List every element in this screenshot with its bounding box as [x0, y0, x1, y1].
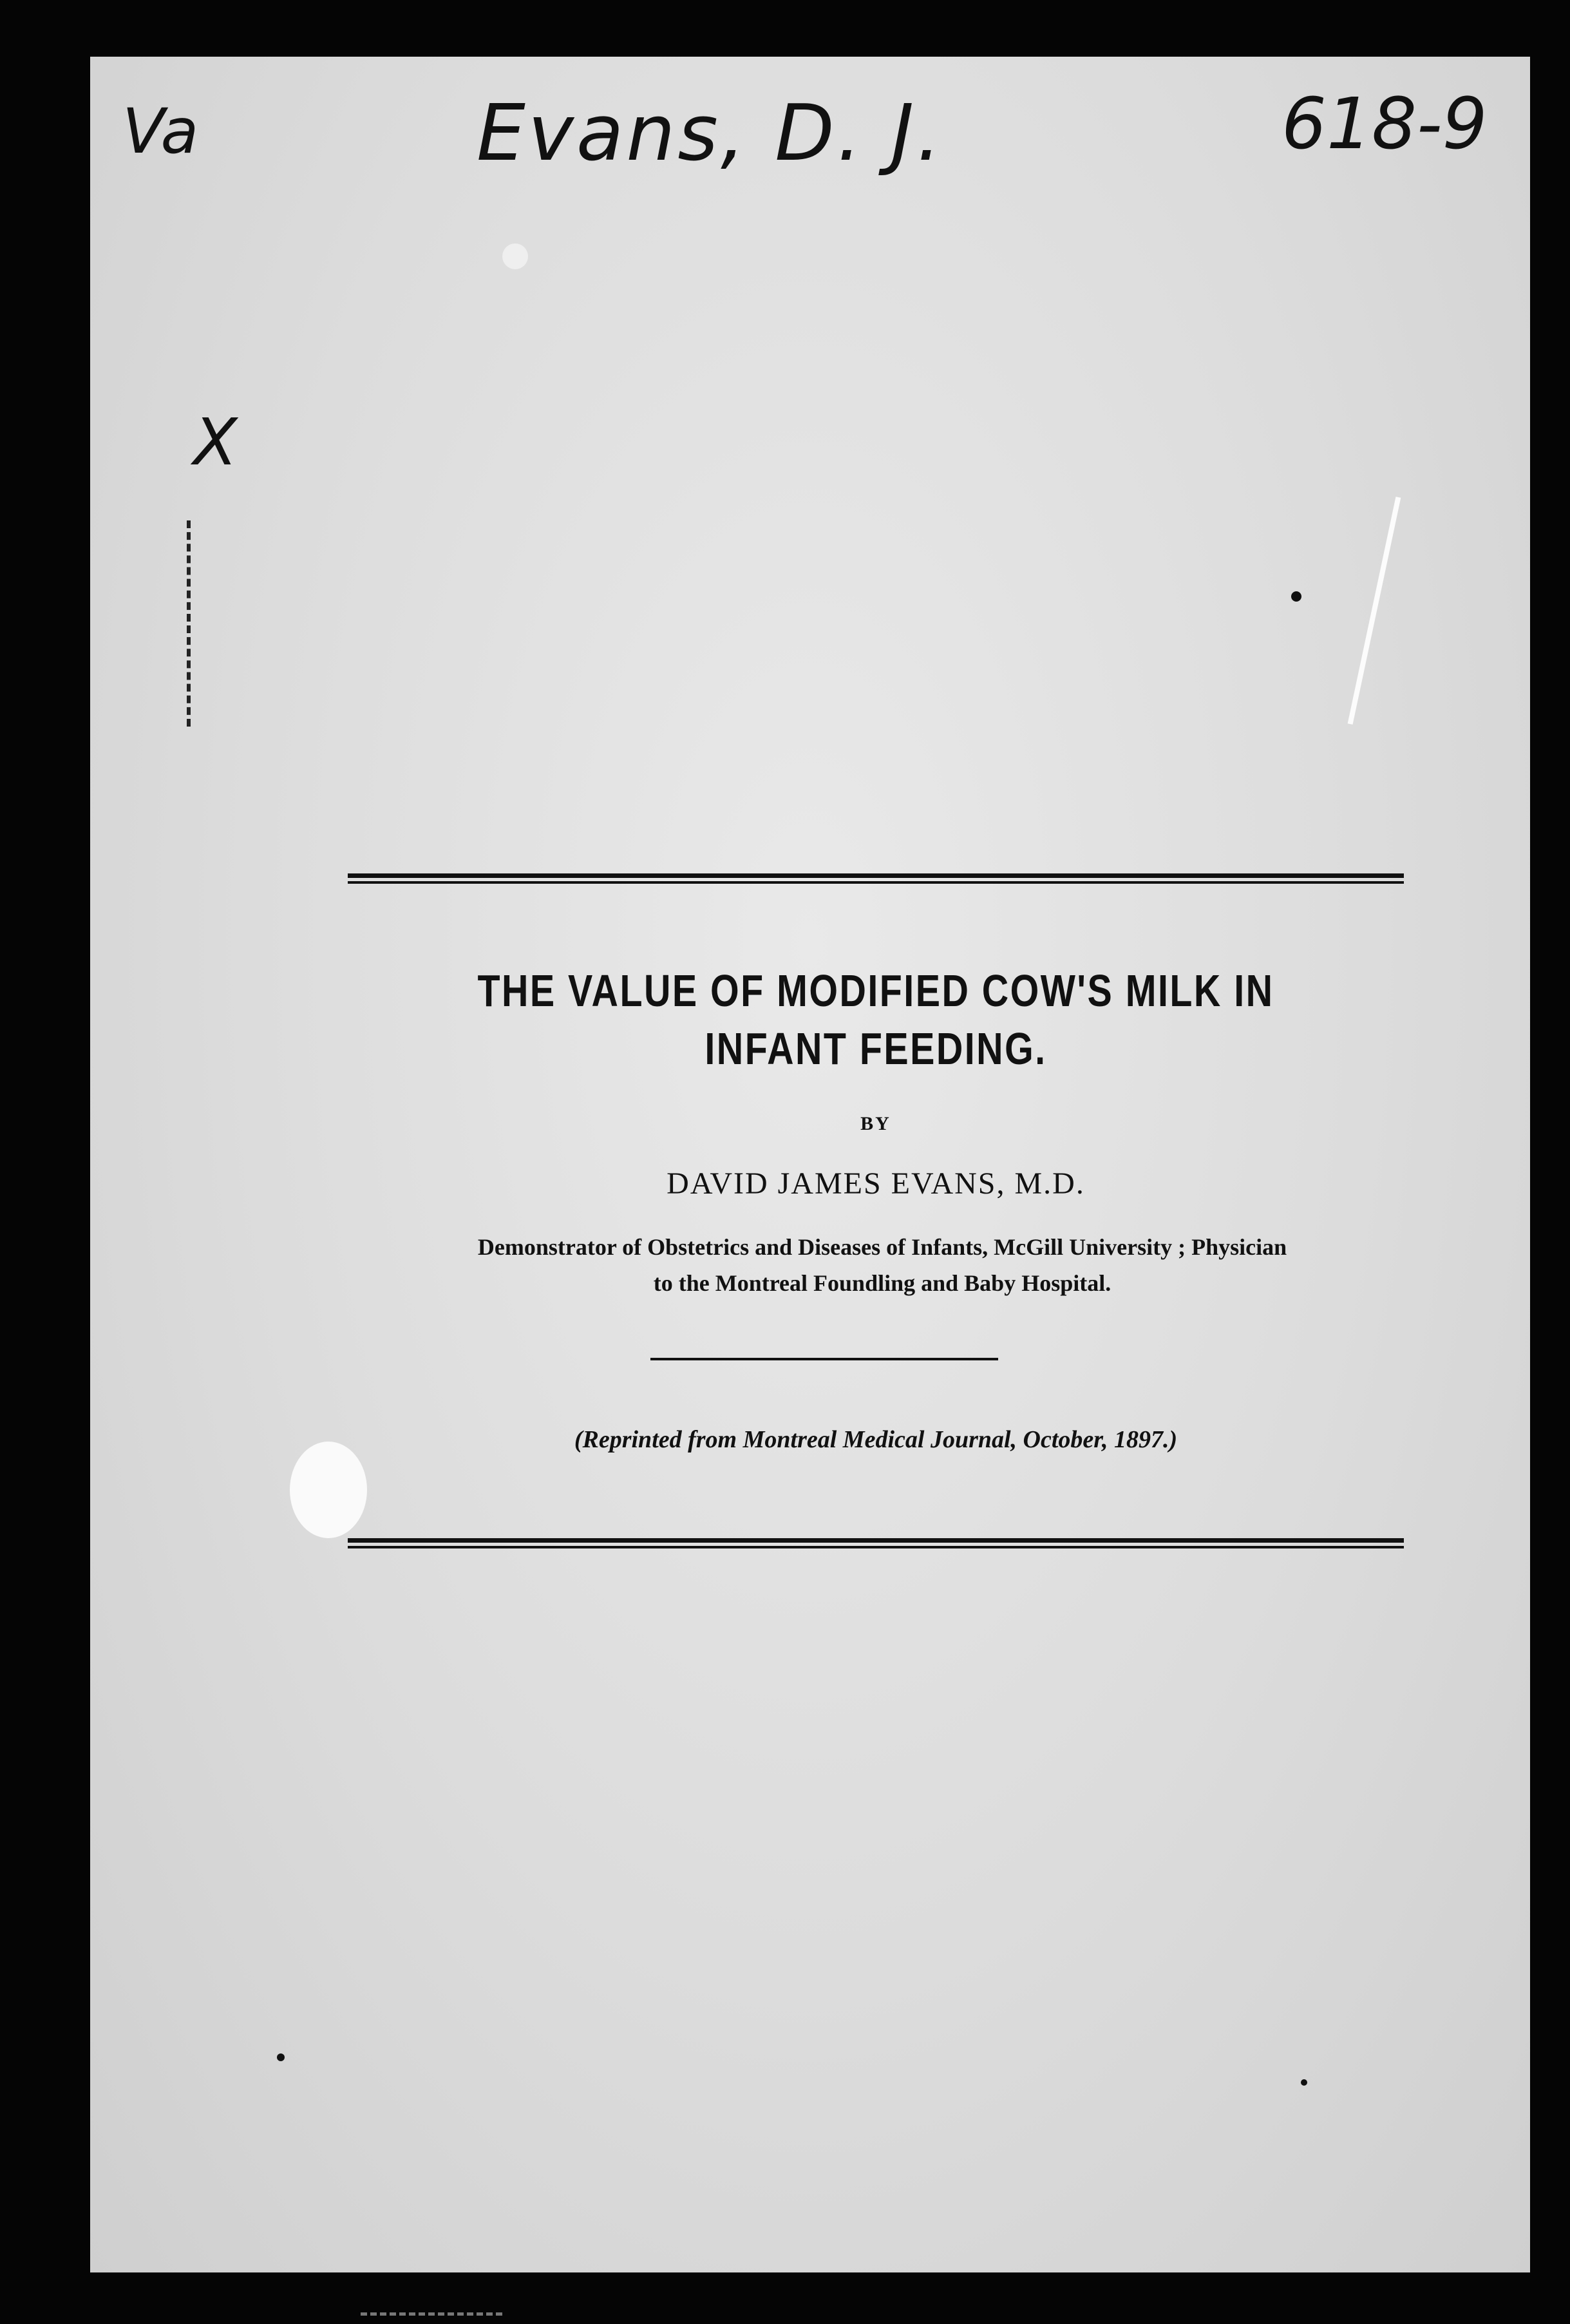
affiliation-line-1: Demonstrator of Obstetrics and Diseases of Infants, McGill University ; Physician — [477, 1234, 1287, 1260]
top-double-rule — [348, 873, 1404, 884]
handwritten-author-note: Evans, D. J. — [477, 89, 944, 178]
affiliation-line-2: to the Montreal Foundling and Baby Hospital. — [653, 1270, 1111, 1296]
title-line-1: THE VALUE OF MODIFIED COW'S MILK IN — [477, 966, 1274, 1016]
white-scratch-mark — [1348, 497, 1401, 725]
ink-dot — [277, 2053, 285, 2061]
margin-dash-mark — [187, 520, 196, 727]
ink-dot — [1301, 2079, 1307, 2086]
document-title — [390, 962, 1362, 1078]
scan-edge-mark — [361, 2312, 502, 2316]
paper-speck — [502, 243, 528, 269]
handwritten-note-left: Va — [122, 95, 199, 167]
ink-dot — [1291, 591, 1301, 602]
by-label: BY — [860, 1113, 891, 1134]
author-name: DAVID JAMES EVANS, M.D. — [667, 1167, 1085, 1201]
author-affiliation — [335, 1229, 1430, 1301]
handwritten-x-mark: X — [193, 405, 238, 480]
bottom-double-rule — [348, 1538, 1404, 1548]
title-line-2: INFANT FEEDING. — [705, 1024, 1047, 1074]
paper-speck — [290, 1442, 367, 1538]
short-divider — [650, 1358, 998, 1360]
document-page — [90, 57, 1530, 2272]
handwritten-catalog-number: 618-9 — [1282, 82, 1488, 165]
reprint-note: (Reprinted from Montreal Medical Journal, October, 1897.) — [574, 1426, 1178, 1453]
